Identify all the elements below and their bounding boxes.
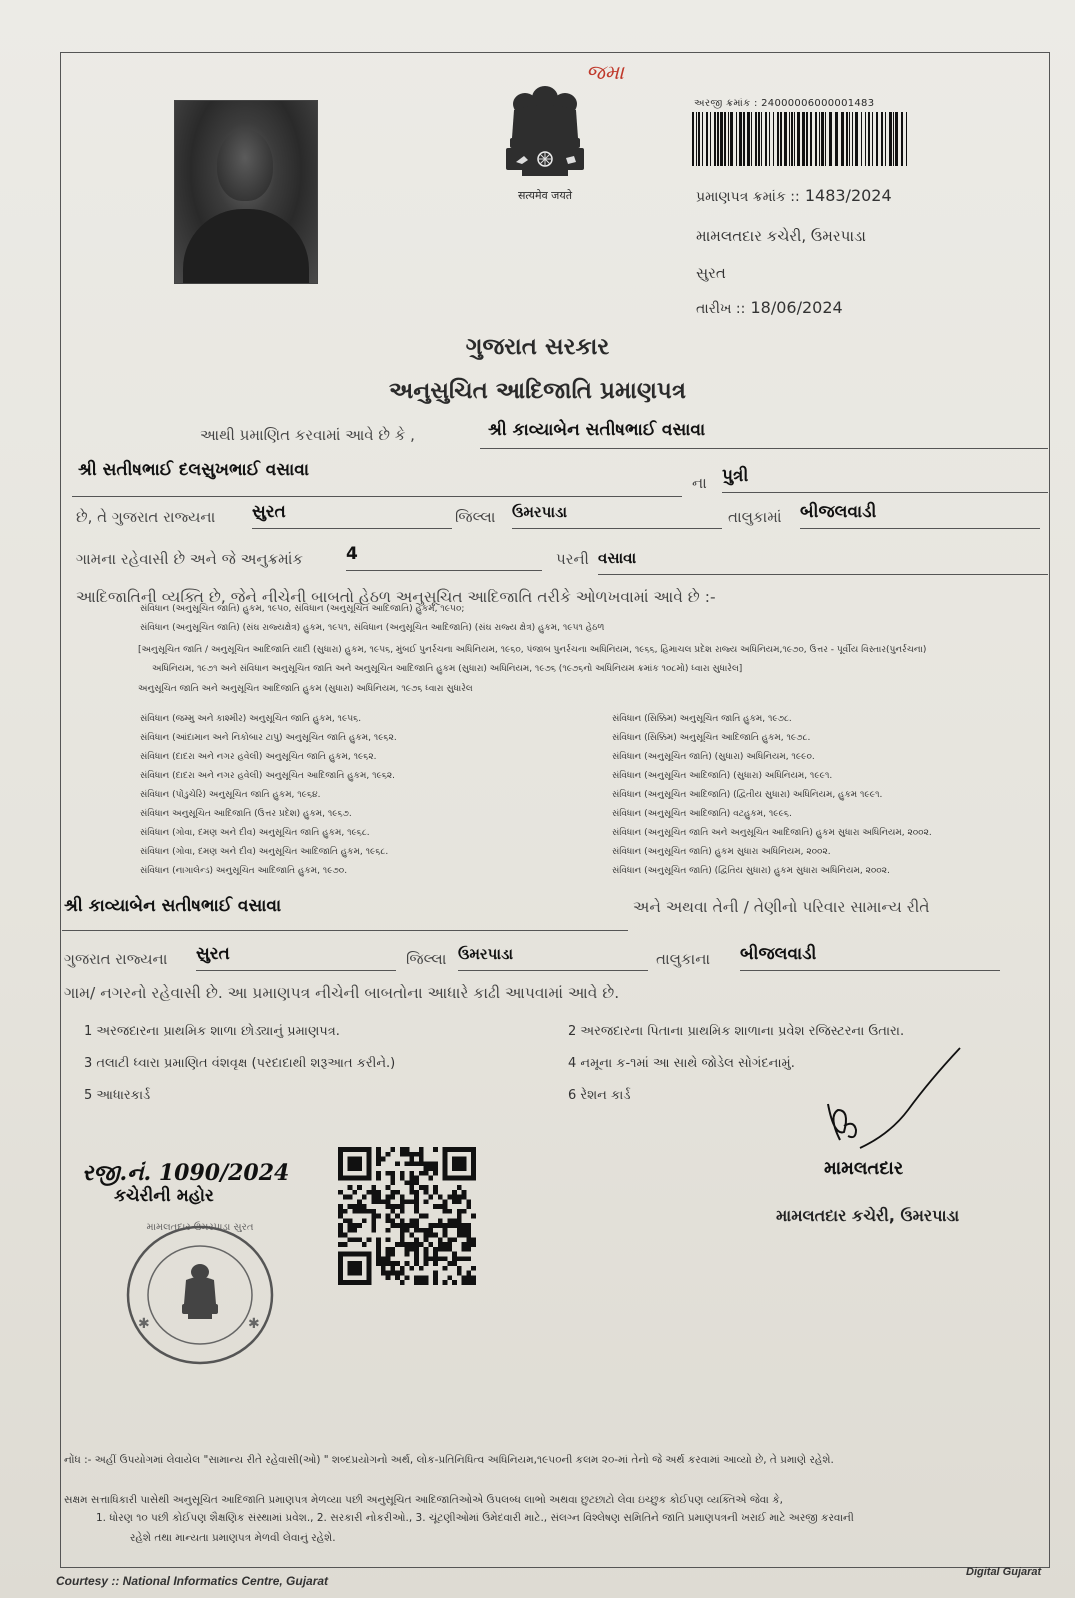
- orders-right: [612, 710, 932, 881]
- order-left-item: સંવિધાન (દાદરા અને નગર હવેલી) અનુસૂચિત આદિજાતિ હુકમ, ૧૯૬૨.: [140, 771, 396, 781]
- state-prefix: છે, તે ગુજરાત રાજ્યના: [76, 508, 216, 526]
- family-taluka-line: [458, 944, 648, 971]
- signatory-office: મામલતદાર કચેરી, ઉમરપાડા: [776, 1206, 960, 1225]
- family-name: શ્રી કાવ્યાબેન સતીષભાઈ વસાવા: [64, 896, 282, 916]
- qr-code: [338, 1147, 476, 1285]
- signatory-designation: મામલતદાર: [824, 1158, 904, 1179]
- tribe-line: [598, 548, 1048, 575]
- note-line-3: 1. ધોરણ ૧૦ પછી કોઈપણ શૈક્ષણિક સંસ્થામાં પ્રવેશ., 2. સરકારી નોકરીઓ., 3. ચૂંટણીઓમાં ઉમેદવારી માટે., સંલગ્ન વિશ્લેષણ સમિતિને જાતિ પ્રમાણપત્રની ખરાઈ માટે અરજી કરવાની: [96, 1512, 854, 1524]
- taluka-line: [512, 502, 722, 529]
- order-right-item: સંવિધાન (અનુસૂચિત જાતિ) (દ્વિતિય સુધારા) હુકમ સુધારા અધિનિયમ, ૨૦૦૨.: [612, 866, 890, 876]
- intro-text: આથી પ્રમાણિત કરવામાં આવે છે કે ,: [200, 426, 415, 444]
- document-item: 5 આધારકાર્ડ: [84, 1088, 151, 1103]
- order-left-item: સંવિધાન (પોંડુચેરિ) અનુસૂચિત જાતિ હુકમ, ૧૯૬૪.: [140, 790, 321, 800]
- family-village-value: બીજલવાડી: [740, 944, 817, 964]
- certificate-city: સુરત: [696, 264, 726, 282]
- tribe-sentence: આદિજાતિની વ્યક્તિ છે, જેને નીચેની બાબતો હેઠળ અનુસૂચિત આદિજાતિ તરીકે ઓળખવામાં આવે છે :-: [76, 588, 716, 606]
- order-left-item: સંવિધાન (જમ્મુ અને કાશ્મીર) અનુસૂચિત જાતિ હુકમ, ૧૯૫૬.: [140, 714, 362, 724]
- family-village-line: [740, 944, 1000, 971]
- serial-line: [346, 544, 542, 571]
- government-title: ગુજરાત સરકાર: [465, 334, 610, 360]
- orders-top-5: અનુસૂચિત જાતિ અને અનુસૂચિત આદિજાતિ હુકમ (સુધારા) અધિનિયમ, ૧૯૭૬ ધ્વારા સુધારેલ: [138, 684, 473, 694]
- order-left-item: સંવિધાન (નાગાલેન્ડ) અનુસૂચિત આદિજાતિ હુકમ, ૧૯૭૦.: [140, 866, 348, 876]
- order-left-item: સંવિધાન (ગોવા, દમણ અને દીવ) અનુસૂચિત જાતિ હુકમ, ૧૯૬૮.: [140, 828, 370, 838]
- orders-top-3: [અનુસૂચિત જાતિ / અનુસૂચિત આદિજાતિ યાદી (સુધારા) હુકમ, ૧૯૫૬, મુંબઈ પુનર્રચના અધિનિયમ, ૧૯૬૦, પંજાબ પુનર્રચના અધિનિયમ, ૧૯૬૬, હિમાચલ પ્રદેશ રાજ્ય અધિનિયમ,૧૯૭૦, ઉત્તર - પૂર્વીય વિસ્તાર(પુનર્રચના): [138, 645, 927, 655]
- family-taluka-label: તાલુકાના: [656, 950, 711, 968]
- office-seal-icon: [120, 1220, 280, 1370]
- document-title: અનુસુચિત આદિજાતિ પ્રમાણપત્ર: [388, 378, 686, 404]
- order-right-item: સંવિધાન (અનુસૂચિત જાતિ) (સુધારા) અધિનિયમ, ૧૯૯૦.: [612, 752, 815, 762]
- district-value: સુરત: [252, 502, 286, 522]
- order-right-item: સંવિધાન (અનુસૂચિત જાતિ) હુકમ સુધારા અધિનિયમ, ૨૦૦૨.: [612, 847, 831, 857]
- certificate-date: [696, 298, 843, 317]
- seal-text: મામલતદાર ઉમરપાડા સુરત: [146, 1222, 254, 1233]
- footer-courtesy: Courtesy :: National Informatics Centre, Gujarat: [56, 1574, 329, 1588]
- applicant-line: [480, 420, 1048, 449]
- office-seal-label: કચેરીની મહોર: [114, 1186, 214, 1206]
- note-line-1: નોંધ :- અહીં ઉપયોગમાં લેવાયેલ "સામાન્ય રીતે રહેવાસી(ઓ) " શબ્દપ્રયોગનો અર્થ, લોક-પ્રતિનિધિત્વ અધિનિયમ,૧૯૫૦ની કલમ ૨૦-માં તેનો જે અર્થ કરવામાં આવ્યો છે, તે પ્રમાણે રહેશે.: [64, 1454, 834, 1466]
- order-right-item: સંવિધાન (અનુસૂચિત જાતિ અને અનુસૂચિત આદિજાતિ) હુકમ સુધારા અધિનિયમ, ૨૦૦૨.: [612, 828, 932, 838]
- national-emblem-icon: [500, 80, 590, 192]
- family-taluka-value: ઉમરપાડા: [458, 945, 514, 963]
- relation-value: પુત્રી: [722, 466, 749, 486]
- order-right-item: સંવિધાન (અનુસૂચિત આદિજાતિ) (દ્વિતીય સુધારા) અધિનિયમ, હુકમ ૧૯૯૧.: [612, 790, 883, 800]
- order-right-item: સંવિધાન (સિક્કિમ) અનુસૂચિત જાતિ હુકમ, ૧૯૭૮.: [612, 714, 792, 724]
- tribe-value: વસાવા: [598, 549, 637, 567]
- document-item: 4 નમૂના ક-૧માં આ સાથે જોડેલ સોગંદનામું.: [568, 1056, 795, 1071]
- footer-brand: Digital Gujarat: [966, 1566, 1042, 1578]
- svg-text:✱: ✱: [138, 1316, 150, 1332]
- application-number-value: 24000006000001483: [761, 98, 875, 109]
- signature-icon: [820, 1040, 970, 1150]
- document-item: 2 અરજદારના પિતાના પ્રાથમિક શાળાના પ્રવેશ રજિસ્ટરના ઉતારા.: [568, 1024, 905, 1039]
- family-district-line: [196, 944, 396, 971]
- document-item: 1 અરજદારના પ્રાથમિક શાળા છોડ્યાનું પ્રમાણપત્ર.: [84, 1024, 340, 1039]
- applicant-name: શ્રી કાવ્યાબેન સતીષભાઈ વસાવા: [488, 420, 706, 440]
- document-item: 3 તલાટી ધ્વારા પ્રમાણિત વંશવૃક્ષ (પરદાદાથી શરૂઆત કરીને.): [84, 1056, 396, 1071]
- svg-text:✱: ✱: [248, 1316, 260, 1332]
- certificate-date-value: 18/06/2024: [750, 298, 843, 317]
- certificate-number-value: 1483/2024: [804, 186, 892, 205]
- order-right-item: સંવિધાન (સિક્કિમ) અનુસૂચિત આદિજાતિ હુકમ, ૧૯૭૮.: [612, 733, 811, 743]
- order-right-item: સંવિધાન (અનુસૂચિત આદિજાતિ) વટહુકમ, ૧૯૯૬.: [612, 809, 792, 819]
- family-district-label: જિલ્લા: [406, 950, 447, 968]
- family-text: અને અથવા તેની / તેણીનો પરિવાર સામાન્ય રીતે: [633, 898, 930, 916]
- orders-left: [140, 710, 397, 881]
- order-left-item: સંવિધાન (ગોવા, દમણ અને દીવ) અનુસૂચિત આદિજાતિ હુકમ, ૧૯૬૮.: [140, 847, 389, 857]
- emblem-motto: सत्यमेव जयते: [517, 189, 572, 202]
- note-line-2: સક્ષમ સત્તાધિકારી પાસેથી અનુસૂચિત આદિજાતિ પ્રમાણપત્ર મેળવ્યા પછી અનુસૂચિત આદિજાતિઓએ ઉપલબ્ધ લાભો અથવા છુટછાટો લેવા ઇચ્છુક કોઈપણ વ્યક્તિએ જેવા કે,: [64, 1494, 783, 1506]
- certificate-date-label: તારીખ ::: [696, 301, 746, 317]
- taluka-label: તાલુકામાં: [728, 508, 782, 526]
- village-value: બીજલવાડી: [800, 502, 877, 522]
- note-line-4: રહેશે તથા માન્યતા પ્રમાણપત્ર મેળવી લેવાનું રહેશે.: [130, 1532, 336, 1544]
- orders-top-1: સંવિધાન (અનુસૂચિત જાતિ) હુકમ, ૧૯૫૦, સંવિધાન (અનુસૂચિત આદિજાતિ) હુકમ, ૧૯૫૦;: [140, 604, 465, 614]
- orders-top-2: સંવિધાન (અનુસૂચિત જાતિ) (સંઘ રાજ્યક્ષેત્ર) હુકમ, ૧૯૫૧, સંવિધાન (અનુસૂચિત આદિજાતિ) (સંઘ રાજ્ય ક્ષેત્ર) હુકમ, ૧૯૫૧ હેઠળ: [140, 623, 605, 633]
- district-label: જિલ્લા: [455, 508, 496, 526]
- application-number: [694, 98, 874, 109]
- document-item: 6 રેશન કાર્ડ: [568, 1088, 631, 1103]
- serial-value: 4: [346, 544, 358, 564]
- applicant-photo: [174, 100, 318, 284]
- parent-name: શ્રી સતીષભાઈ દલસુખભાઈ વસાવા: [78, 460, 310, 480]
- order-left-item: સંવિધાન અનુસૂચિત આદિજાતિ (ઉત્તર પ્રદેશ) હુકમ, ૧૯૬૭.: [140, 809, 352, 819]
- jama-stamp: જમા: [586, 60, 624, 84]
- barcode: [690, 112, 912, 166]
- parent-line: [72, 460, 682, 497]
- district-line: [252, 502, 452, 529]
- application-number-label: અરજી ક્રમાંક :: [694, 98, 758, 109]
- certificate-number: [696, 186, 892, 205]
- family-closing: ગામ/ નગરનો રહેવાસી છે. આ પ્રમાણપત્ર નીચેની બાબતોના આધારે કાઢી આપવામાં આવે છે.: [64, 984, 620, 1002]
- order-left-item: સંવિધાન (દાદરા અને નગર હવેલી) અનુસૂચિત જાતિ હુકમ, ૧૯૬૨.: [140, 752, 377, 762]
- certificate-number-label: પ્રમાણપત્ર ક્રમાંક ::: [696, 189, 800, 205]
- village-line: [800, 502, 1040, 529]
- na-label: ના: [692, 474, 707, 492]
- family-district-value: સુરત: [196, 944, 230, 964]
- family-state-prefix: ગુજરાત રાજ્યના: [64, 950, 168, 968]
- family-name-line: [62, 896, 628, 931]
- of-label: પરની: [556, 550, 589, 568]
- order-left-item: સંવિધાન (આંદામાન અને નિકોબાર ટાપુ) અનુસૂચિત જાતિ હુકમ, ૧૯૬૨.: [140, 733, 397, 743]
- handwritten-register-number: રજી.નં. 1090/2024: [82, 1160, 290, 1186]
- certificate-office: મામલતદાર કચેરી, ઉમરપાડા: [696, 227, 866, 245]
- relation-line: [722, 466, 1048, 493]
- taluka-value: ઉમરપાડા: [512, 503, 568, 521]
- orders-top-4: અધિનિયમ, ૧૯૭૧ અને સંવિધાન અનુસૂચિત જાતિ અને અનુસૂચિત આદિજાતિ હુકમ (સુધારા) અધિનિયમ, ૧૯૭૬ (૧૯૭૬નો અધિનિયમ ક્રમાંક ૧૦૮મો) ધ્વારા સુધારેલ]: [152, 664, 743, 674]
- resident-prefix: ગામના રહેવાસી છે અને જે અનુક્રમાંક: [76, 550, 304, 568]
- order-right-item: સંવિધાન (અનુસૂચિત આદિજાતિ) (સુધારા) અધિનિયમ, ૧૯૯૧.: [612, 771, 833, 781]
